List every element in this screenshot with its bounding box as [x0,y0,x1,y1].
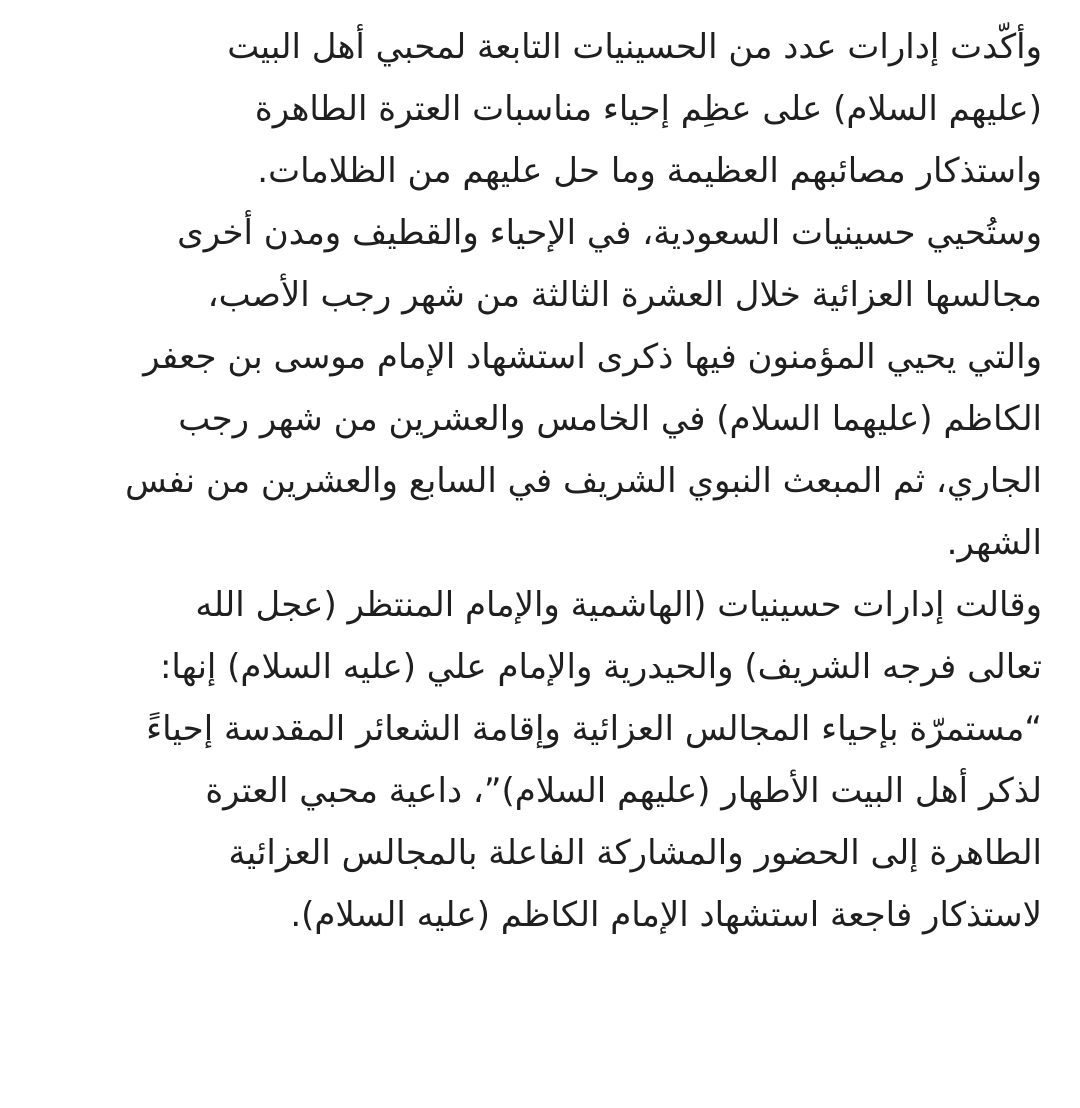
text-line: “مستمرّة بإحياء المجالس العزائية وإقامة الشعائر المقدسة إحياءً [146,709,1042,749]
text-line: (عليهم السلام) على عظِم إحياء مناسبات العترة الطاهرة [254,89,1042,129]
paragraph-2 [14,202,1042,574]
text-line: مجالسها العزائية خلال العشرة الثالثة من شهر رجب الأصب، [207,275,1042,315]
paragraph-1 [14,16,1042,202]
text-line: وقالت إدارات حسينيات (الهاشمية والإمام المنتظر (عجل الله [195,585,1042,625]
text-line: واستذكار مصائبهم العظيمة وما حل عليهم من الظلامات. [257,151,1042,191]
text-line: تعالى فرجه الشريف) والحيدرية والإمام علي (عليه السلام) إنها: [159,647,1042,687]
text-line: وستُحيي حسينيات السعودية، في الإحياء والقطيف ومدن أخرى [177,213,1042,253]
text-line: الكاظم (عليهما السلام) في الخامس والعشرين من شهر رجب [178,399,1042,439]
text-line: والتي يحيي المؤمنون فيها ذكرى استشهاد الإمام موسى بن جعفر [143,337,1042,377]
text-line: الشهر. [946,523,1042,563]
paragraph-3 [14,574,1042,946]
text-line: الطاهرة إلى الحضور والمشاركة الفاعلة بالمجالس العزائية [228,833,1042,873]
text-line: لذكر أهل البيت الأطهار (عليهم السلام)”، داعية محبي العترة [205,771,1042,811]
text-line: وأكّدت إدارات عدد من الحسينيات التابعة لمحبي أهل البيت [227,27,1042,67]
text-line: الجاري، ثم المبعث النبوي الشريف في السابع والعشرين من نفس [125,461,1042,501]
text-line: لاستذكار فاجعة استشهاد الإمام الكاظم (عليه السلام). [290,895,1042,935]
